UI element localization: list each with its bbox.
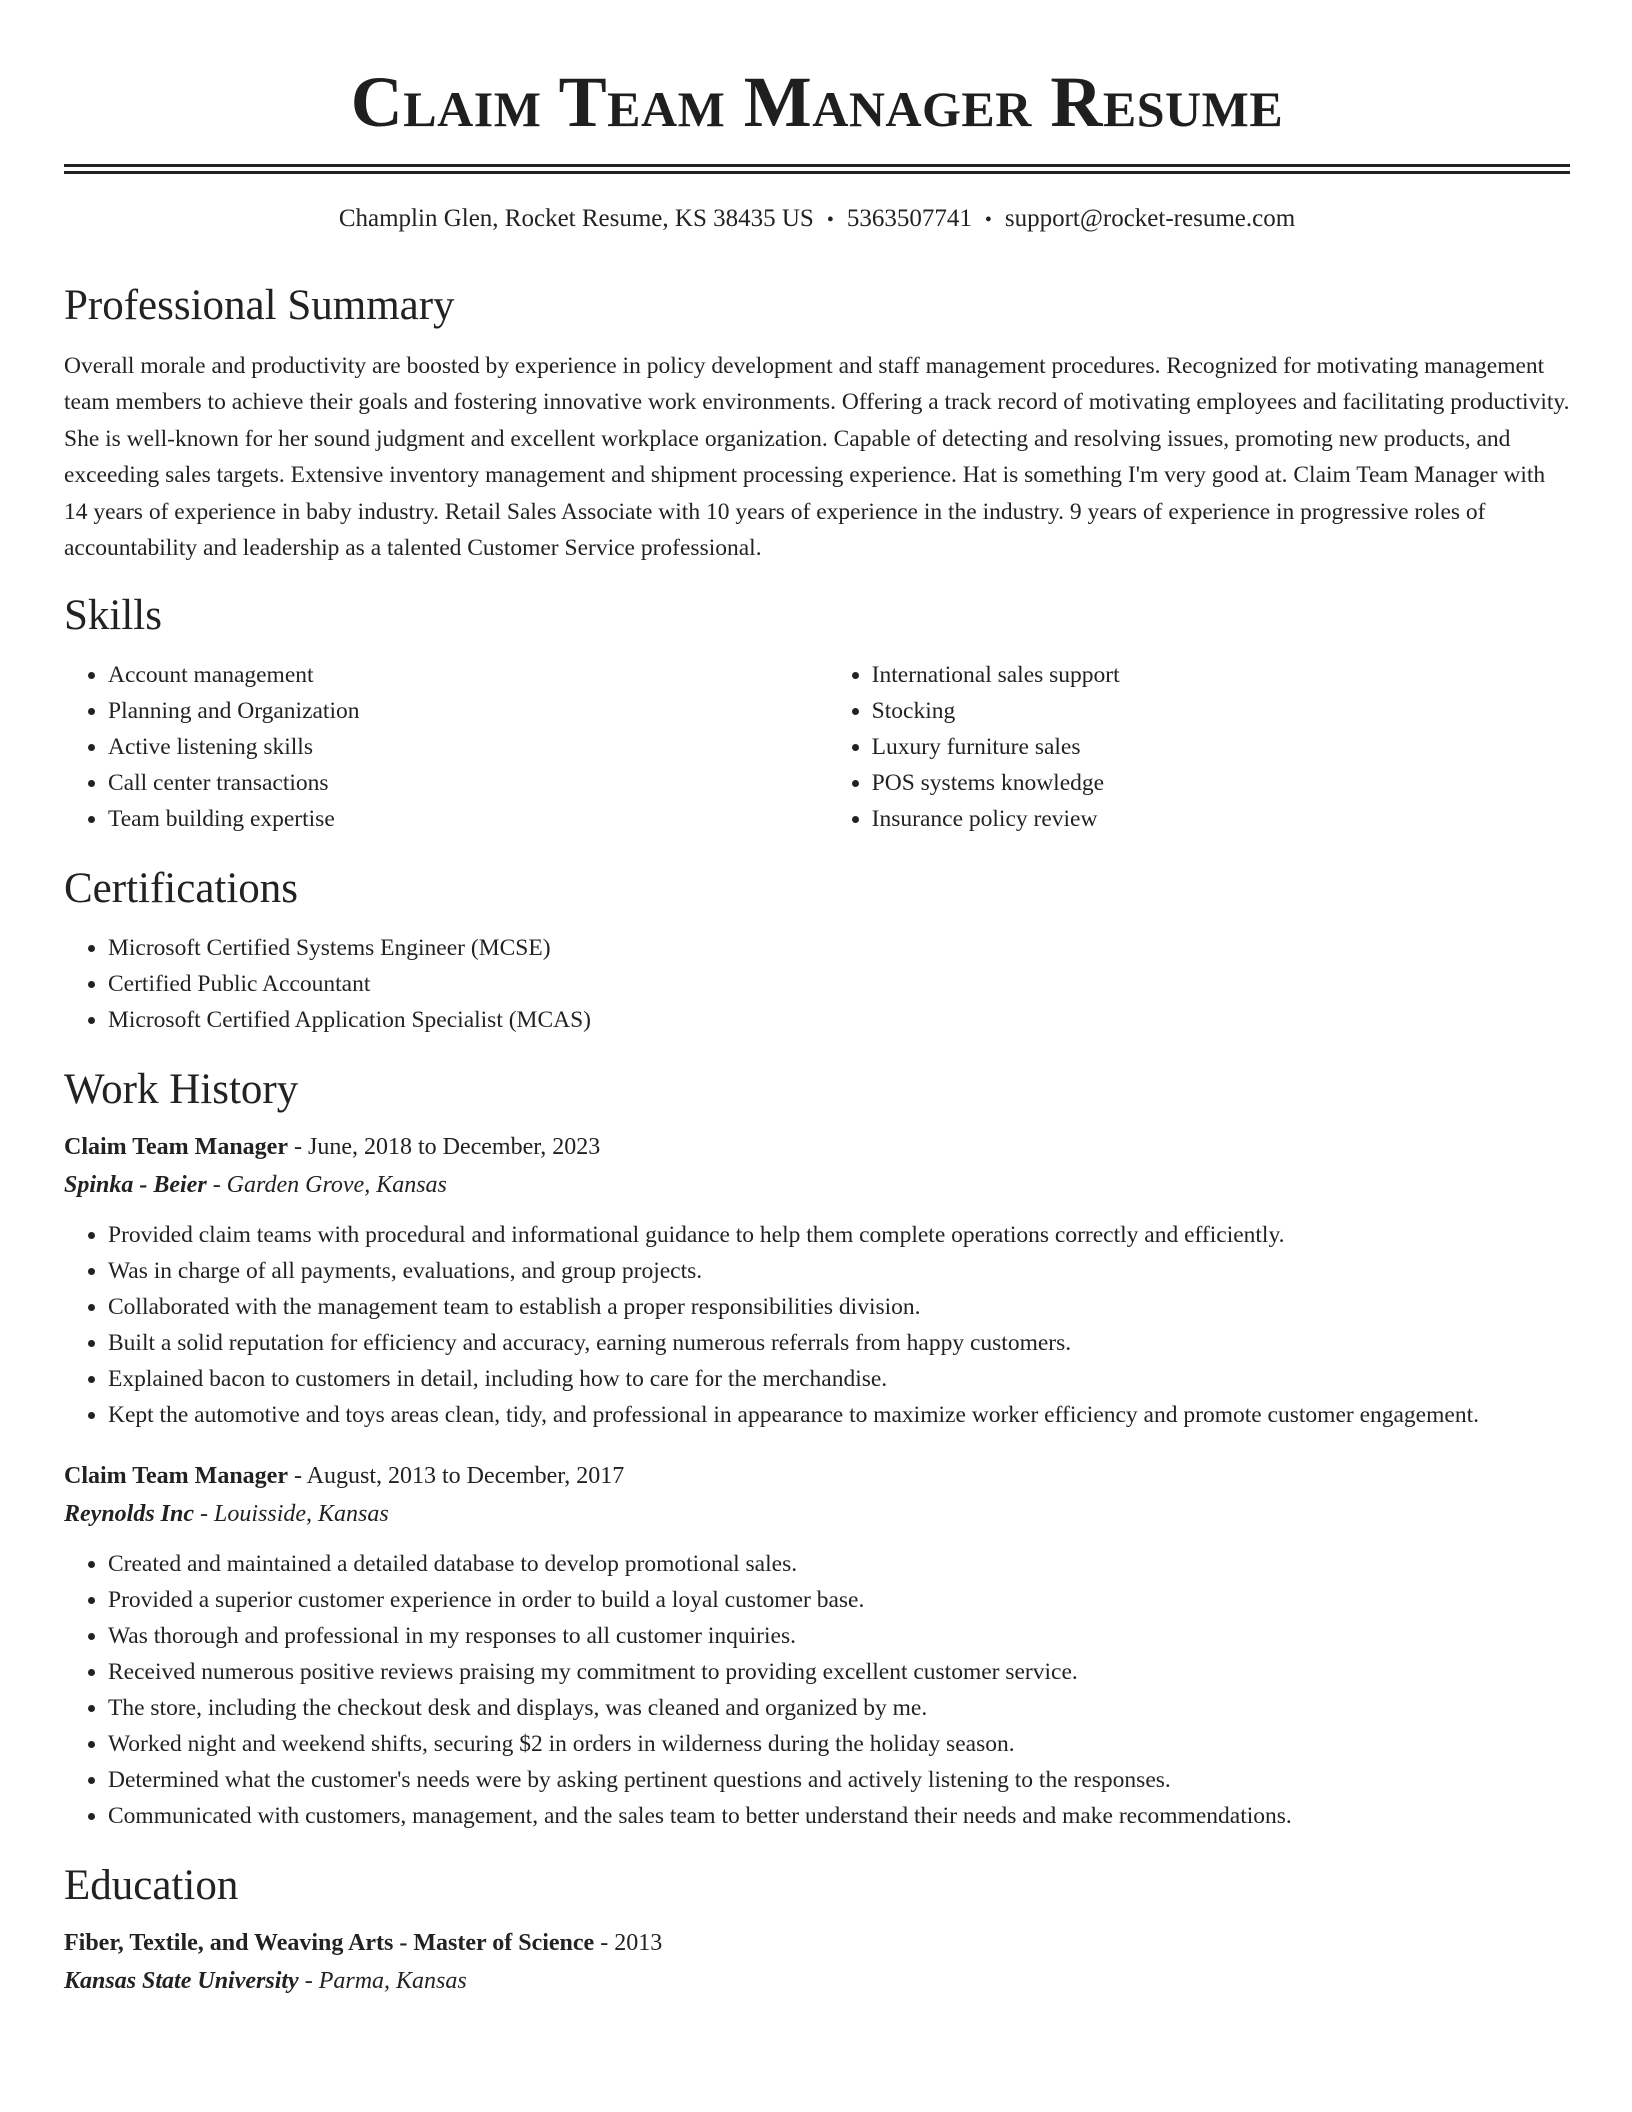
job-bullet: • Received numerous positive reviews praising my commitment to providing excellent customer service. [108,1654,1570,1690]
title-divider [64,164,1570,174]
resume-title: Claim Team Manager Resume [350,62,1284,142]
job-dates: - August, 2013 to December, 2017 [287,1463,625,1490]
certification-item: • Certified Public Accountant [108,966,1570,1002]
job-header [64,1128,1570,1166]
work-history-heading: Work History [64,1066,299,1114]
skill-item: • Insurance policy review [872,801,1570,837]
job-entry [64,1128,1570,1433]
education-degree: Fiber, Textile, and Weaving Arts - Master of Science [64,1930,595,1957]
job-bullet: • Kept the automotive and toys areas clean, tidy, and professional in appearance to maximize worker efficiency and promote customer engagement. [108,1397,1570,1433]
job-header [64,1457,1570,1495]
skills-list-right [828,657,1570,837]
education-entry [64,1924,1570,2000]
job-bullet: • Provided a superior customer experience in order to build a loyal customer base. [108,1582,1570,1618]
skill-item: • Stocking [872,693,1570,729]
certification-item: • Microsoft Certified Application Specialist (MCAS) [108,1002,1570,1038]
resume-page [64,0,1570,2000]
skill-item: • POS systems knowledge [872,765,1570,801]
skills-columns [64,657,1570,837]
certifications-section [64,864,1570,1038]
skill-item: • Planning and Organization [108,693,828,729]
job-bullet: • Worked night and weekend shifts, securing $2 in orders in wilderness during the holiday season. [108,1726,1570,1762]
job-bullet: • Provided claim teams with procedural and informational guidance to help them complete operations correctly and efficiently. [108,1217,1570,1253]
job-entry [64,1457,1570,1834]
job-bullets [64,1546,1570,1834]
certifications-heading: Certifications [64,865,299,913]
job-bullet: • Was thorough and professional in my responses to all customer inquiries. [108,1618,1570,1654]
contact-phone: 5363507741 [846,205,972,232]
job-title: Claim Team Manager [64,1463,288,1490]
skill-item: • Account management [108,657,828,693]
work-history-section [64,1065,1570,1834]
job-location: - Louisside, Kansas [194,1501,389,1528]
skill-item: • Team building expertise [108,801,828,837]
education-header [64,1924,1570,1962]
job-bullet: • Determined what the customer's needs were by asking pertinent questions and actively listening to the responses. [108,1762,1570,1798]
skill-item: • Call center transactions [108,765,828,801]
education-heading: Education [64,1862,239,1910]
job-bullet: • Communicated with customers, management, and the sales team to better understand their needs and make recommendations. [108,1798,1570,1834]
summary-section [64,281,1570,566]
job-employer [64,1495,1570,1533]
skill-item: • Active listening skills [108,729,828,765]
certification-item: • Microsoft Certified Systems Engineer (MCSE) [108,930,1570,966]
job-dates: - June, 2018 to December, 2023 [287,1134,601,1161]
education-location: - Parma, Kansas [298,1968,467,1995]
contact-address: Champlin Glen, Rocket Resume, KS 38435 US [338,205,814,232]
skills-list-left [64,657,828,837]
skills-heading: Skills [64,592,162,640]
education-year: - 2013 [594,1930,663,1957]
contact-separator: • [826,209,834,231]
job-company: Reynolds Inc [64,1501,195,1528]
job-employer [64,1166,1570,1204]
certifications-list [64,930,1570,1038]
education-school-line [64,1962,1570,2000]
skill-item: • Luxury furniture sales [872,729,1570,765]
contact-separator: • [984,209,992,231]
skills-section [64,591,1570,837]
job-company: Spinka - Beier [64,1172,207,1199]
job-bullet: • Collaborated with the management team to establish a proper responsibilities division. [108,1289,1570,1325]
education-section [64,1861,1570,2000]
skill-item: • International sales support [872,657,1570,693]
contact-email: support@rocket-resume.com [1004,205,1296,232]
job-location: - Garden Grove, Kansas [206,1172,447,1199]
summary-heading: Professional Summary [64,282,455,329]
job-bullet: • Explained bacon to customers in detail, including how to care for the merchandise. [108,1361,1570,1397]
summary-text: Overall morale and productivity are boosted by experience in policy development and staff management procedures. Recognized for motivating management team members to achieve their goals and fostering innovative work environments. Offering a track record of motivating employees and facilitating productivity. She is well-known for her sound judgment and excellent workplace organization. Capable of detecting and resolving issues, promoting new products, and exceeding sales targets. Extensive inventory management and shipment processing experience. Hat is something I'm very good at. Claim Team Manager with 14 years of experience in baby industry. Retail Sales Associate with 10 years of experience in the industry. 9 years of experience in progressive roles of accountability and leadership as a talented Customer Service professional. [64,353,1570,562]
job-bullets [64,1217,1570,1433]
job-bullet: • Was in charge of all payments, evaluations, and group projects. [108,1253,1570,1289]
job-bullet: • The store, including the checkout desk and displays, was cleaned and organized by me. [108,1690,1570,1726]
job-bullet: • Built a solid reputation for efficiency and accuracy, earning numerous referrals from happy customers. [108,1325,1570,1361]
education-school: Kansas State University [64,1968,299,1995]
contact-line [64,202,1570,237]
job-title: Claim Team Manager [64,1134,288,1161]
job-bullet: • Created and maintained a detailed database to develop promotional sales. [108,1546,1570,1582]
